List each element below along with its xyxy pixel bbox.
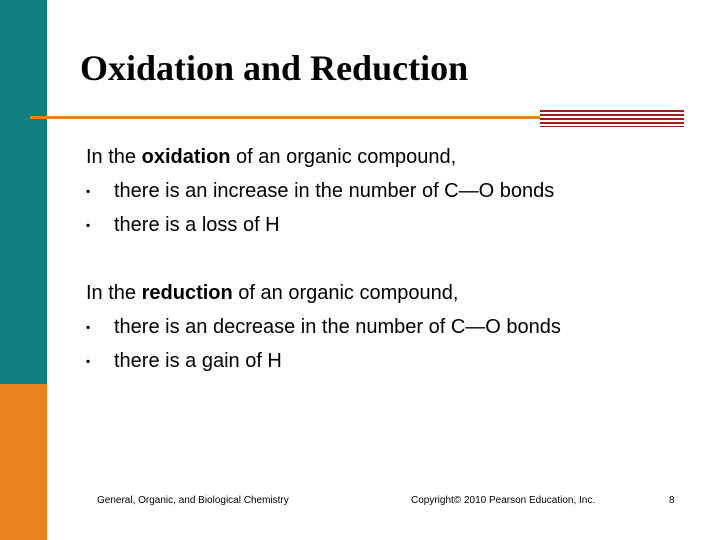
reduction-bullet-item [86,310,706,344]
footer-page-number: 8 [669,495,675,506]
bullet-icon: ▪ [86,218,91,232]
reduction-bullet-item [86,344,706,378]
bullet-icon: ▪ [86,354,91,368]
paragraph-spacer [86,242,706,276]
oxidation-bullet-text: there is an increase in the number of C—O bonds [114,180,555,202]
reduction-intro [86,276,706,310]
title-stripe-decoration [540,110,684,127]
oxidation-intro [86,140,706,174]
reduction-intro-suffix: of an organic compound, [232,282,459,304]
bullet-icon: ▪ [86,184,91,198]
footer-course-title: General, Organic, and Biological Chemistry [97,495,289,506]
slide-body [86,140,706,378]
reduction-intro-prefix: In the [86,282,142,304]
oxidation-intro-prefix: In the [86,146,142,168]
oxidation-intro-suffix: of an organic compound, [230,146,457,168]
reduction-bullet-text: there is an decrease in the number of C—O bonds [114,316,561,338]
left-accent-bar-orange [0,384,47,540]
oxidation-bullet-text: there is a loss of H [114,214,280,236]
title-underline-rule [30,116,540,119]
bullet-icon: ▪ [86,320,91,334]
reduction-bullet-text: there is a gain of H [114,350,282,372]
oxidation-keyword: oxidation [141,146,231,168]
oxidation-bullet-item [86,174,706,208]
footer-copyright: Copyright© 2010 Pearson Education, Inc. [411,495,596,506]
oxidation-bullet-item [86,208,706,242]
left-accent-bar-teal [0,0,47,384]
slide-title: Oxidation and Reduction [80,48,469,88]
reduction-keyword: reduction [141,282,233,304]
